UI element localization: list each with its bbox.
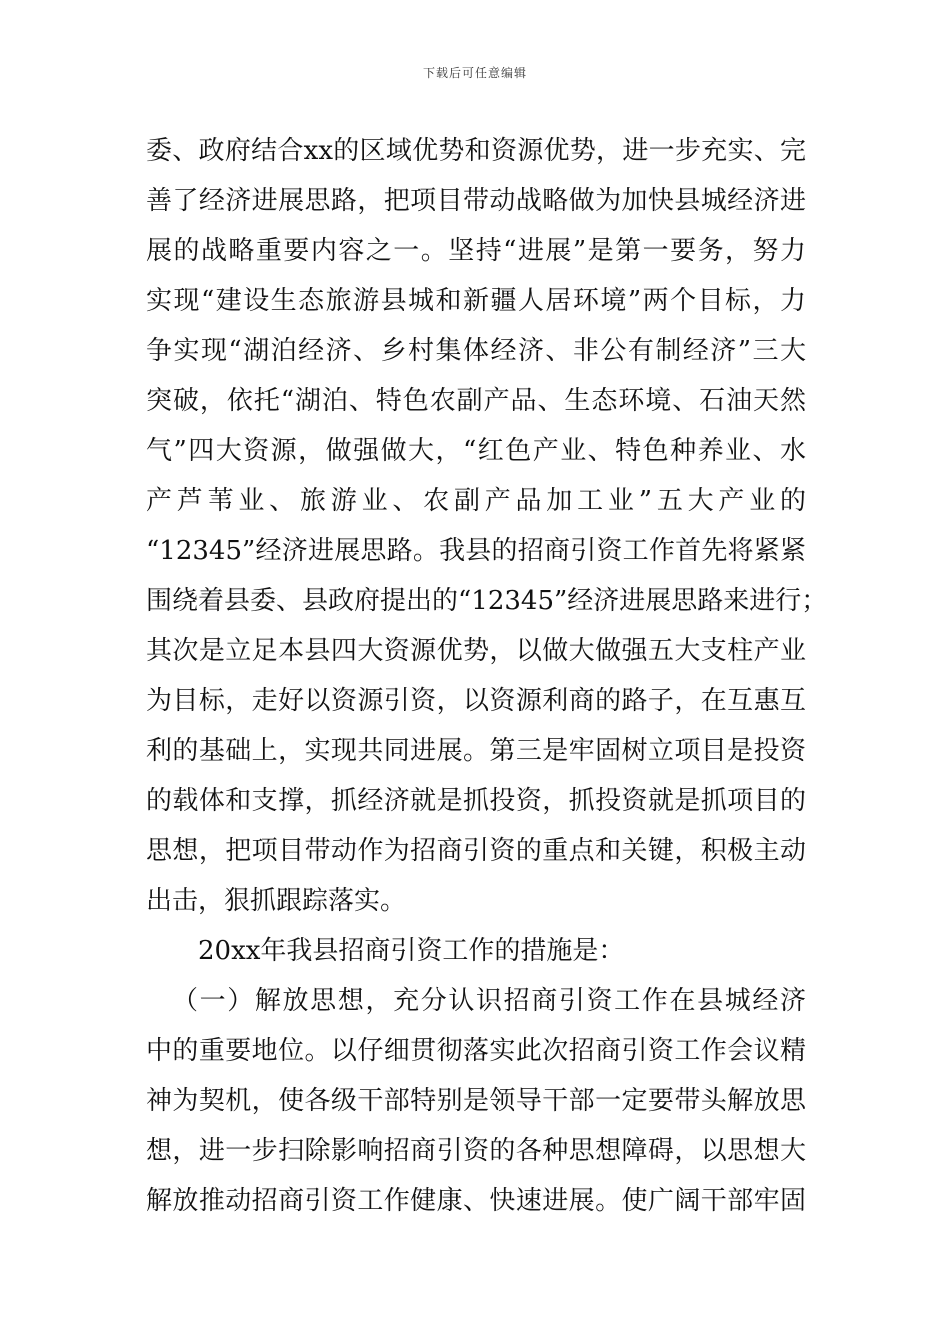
document-body [146, 126, 828, 1226]
text-line: “12345”经济进展思路。我县的招商引资工作首先将紧紧 [146, 536, 806, 566]
text-line: 想，进一步扫除影响招商引资的各种思想障碍，以思想大 [146, 1136, 806, 1166]
text-line: 突破，依托“湖泊、特色农副产品、生态环境、石油天然 [146, 386, 806, 416]
text-line: 围绕着县委、县政府提出的“12345”经济进展思路来进行； [146, 586, 828, 616]
paragraph-2 [146, 926, 806, 976]
page-header: 下载后可任意编辑 [422, 66, 527, 80]
text-line: 其次是立足本县四大资源优势，以做大做强五大支柱产业 [146, 636, 806, 666]
text-line: 善了经济进展思路，把项目带动战略做为加快县城经济进 [146, 186, 806, 216]
text-line: 利的基础上，实现共同进展。第三是牢固树立项目是投资 [146, 736, 806, 766]
text-line: 神为契机，使各级干部特别是领导干部一定要带头解放思 [146, 1086, 806, 1116]
paragraph-1 [146, 126, 828, 926]
section-heading: 20xx年我县招商引资工作的措施是： [198, 936, 625, 966]
paragraph-3 [146, 976, 806, 1226]
text-line: 气”四大资源，做强做大，“红色产业、特色种养业、水 [146, 436, 806, 466]
text-line: 展的战略重要内容之一。坚持“进展”是第一要务，努力 [146, 236, 806, 266]
text-line: 出击，狠抓跟踪落实。 [146, 886, 407, 916]
text-line: 思想，把项目带动作为招商引资的重点和关键，积极主动 [146, 836, 806, 866]
text-line: 解放推动招商引资工作健康、快速进展。使广阔干部牢固 [146, 1186, 806, 1216]
text-line: 的载体和支撑，抓经济就是抓投资，抓投资就是抓项目的 [146, 786, 806, 816]
text-line: （一）解放思想，充分认识招商引资工作在县城经济 [172, 986, 806, 1016]
text-line: 为目标，走好以资源引资，以资源利商的路子，在互惠互 [146, 686, 806, 716]
text-line: 争实现“湖泊经济、乡村集体经济、非公有制经济”三大 [146, 336, 806, 366]
text-line: 产芦苇业、旅游业、农副产品加工业”五大产业的 [146, 486, 806, 516]
text-line: 中的重要地位。以仔细贯彻落实此次招商引资工作会议精 [146, 1036, 806, 1066]
text-line: 委、政府结合xx的区域优势和资源优势，进一步充实、完 [146, 136, 806, 166]
text-line: 实现“建设生态旅游县城和新疆人居环境”两个目标，力 [146, 286, 806, 316]
